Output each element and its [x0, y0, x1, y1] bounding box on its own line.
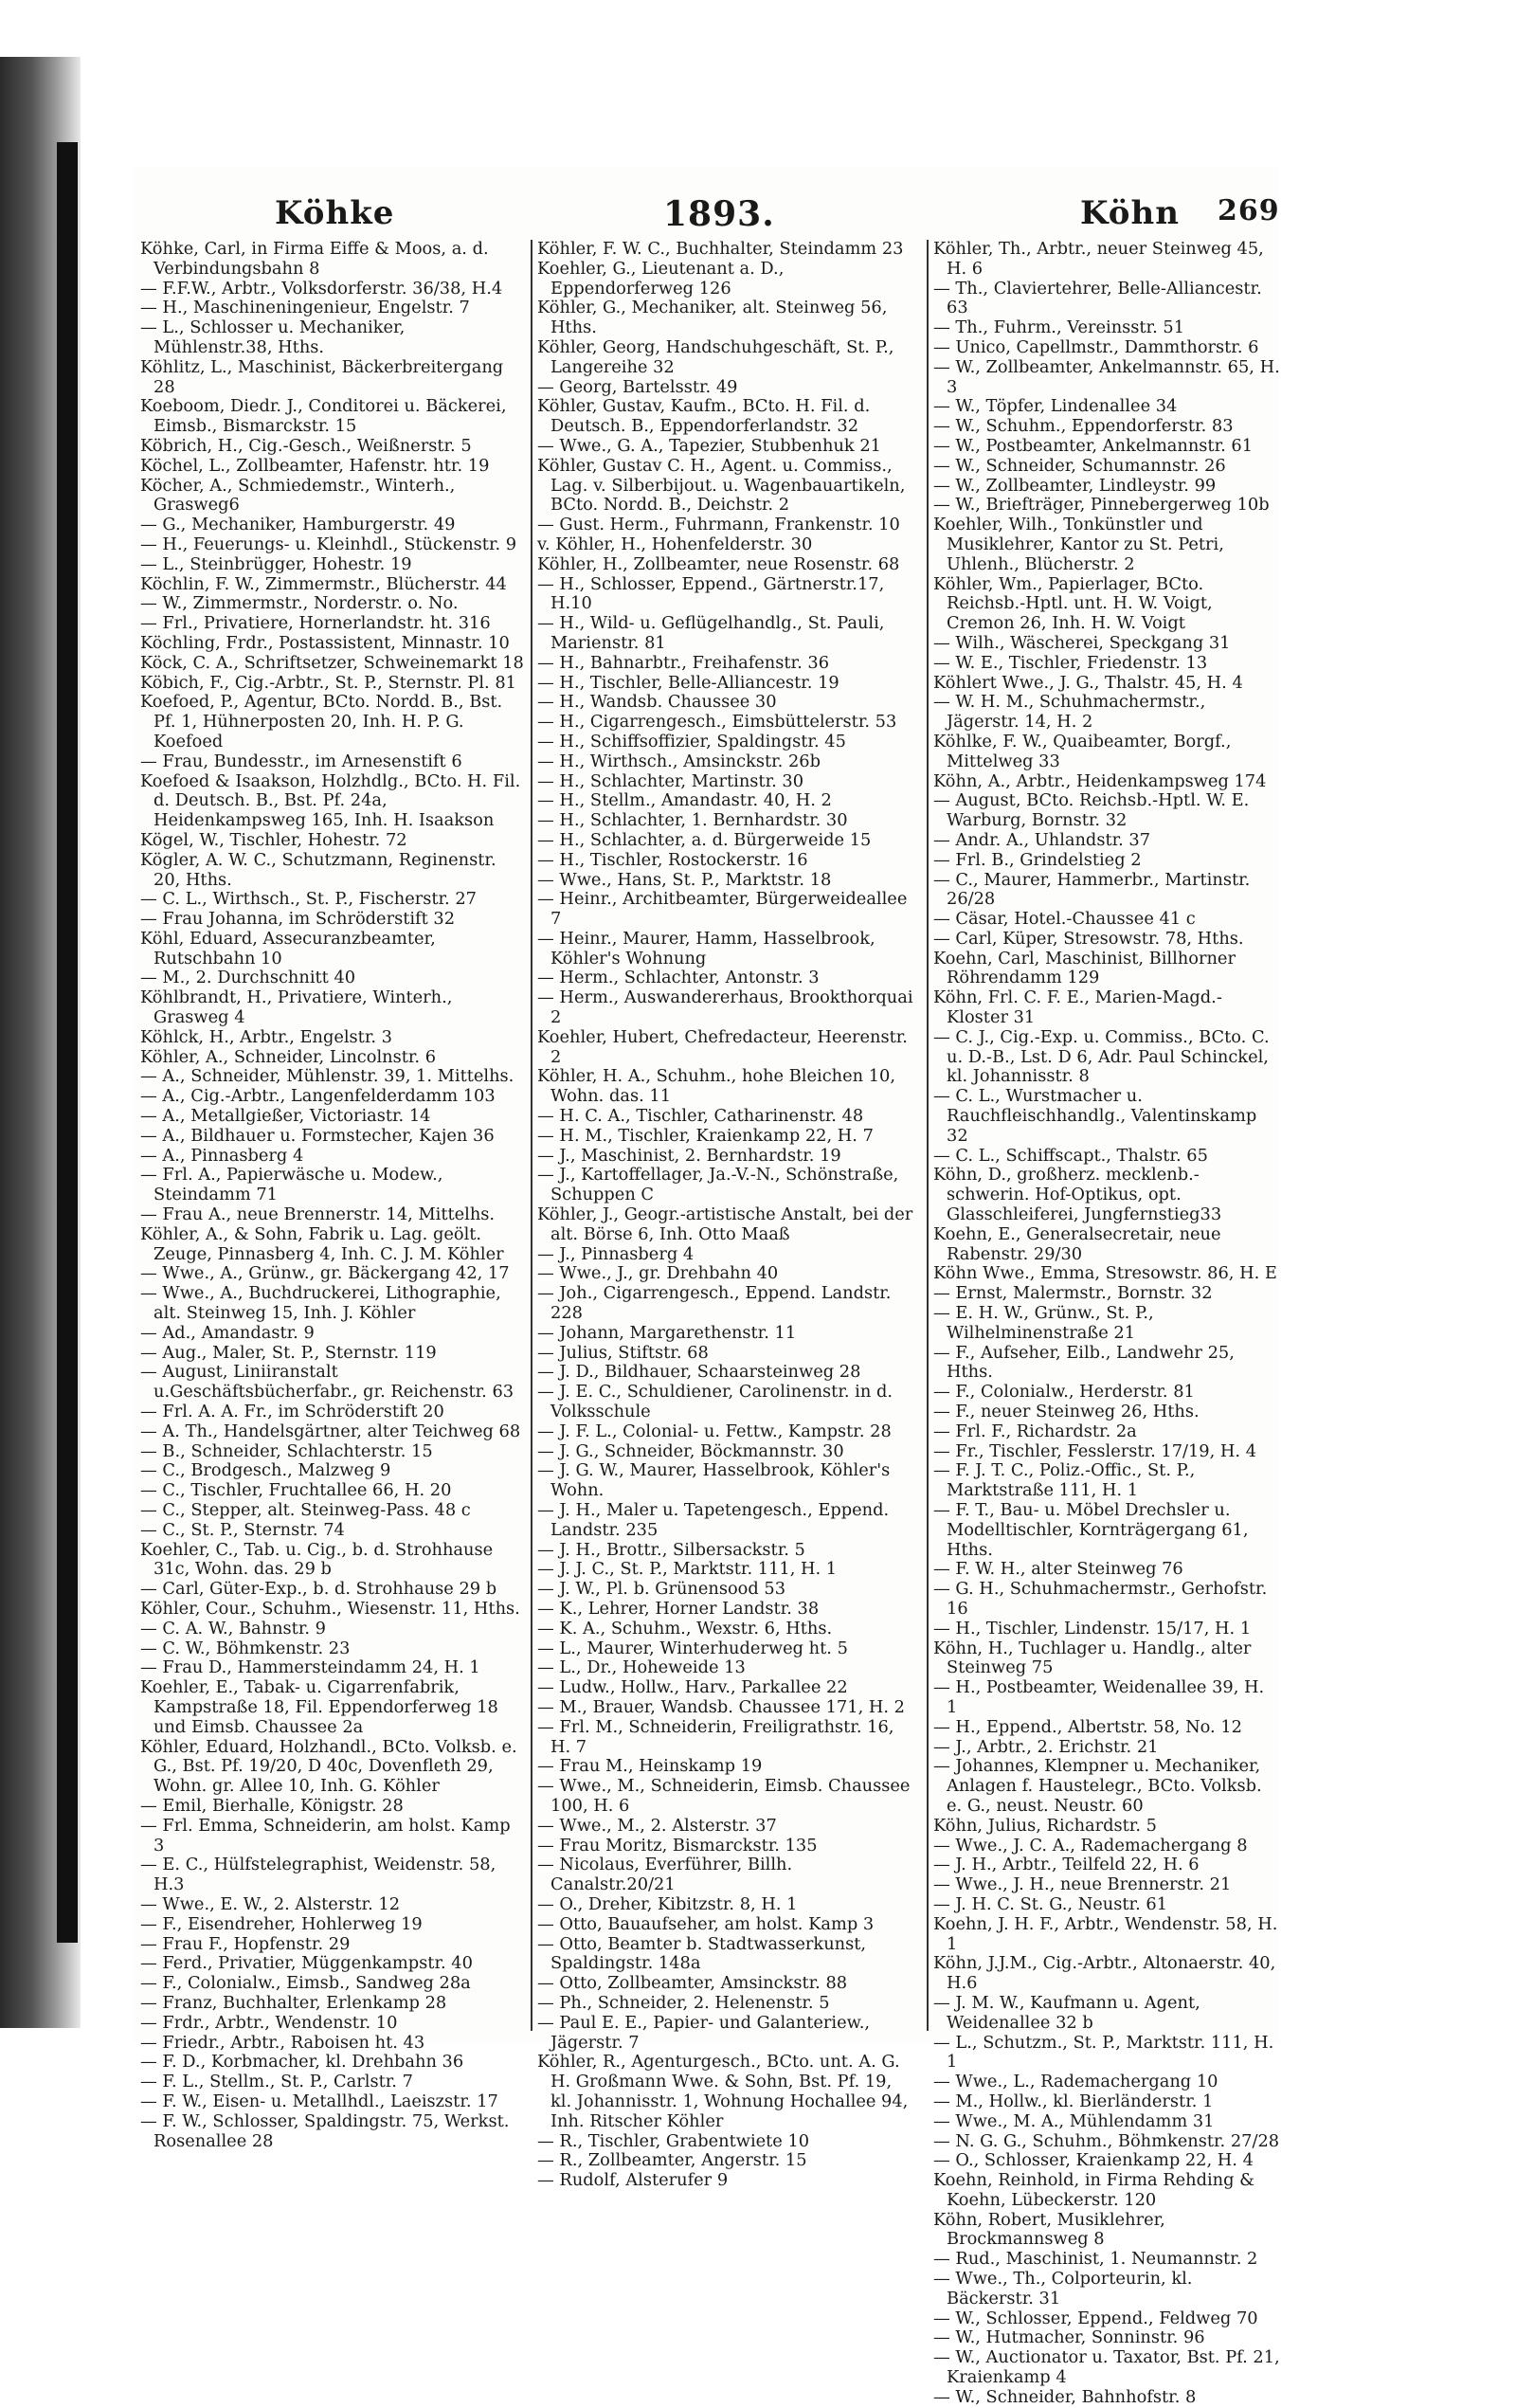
directory-entry: — J. G. W., Maurer, Hasselbrook, Köhler's Wohn.	[537, 1460, 891, 1501]
directory-entry: — J. H., Maler u. Tapetengesch., Eppend. Landstr. 235	[537, 1500, 890, 1540]
directory-entry: — Heinr., Maurer, Hamm, Hasselbrook, Köhler's Wohnung	[537, 928, 875, 969]
directory-entry: — Frau F., Hopfenstr. 29	[140, 1933, 351, 1954]
directory-entry: — C., Stepper, alt. Steinweg-Pass. 48 c	[140, 1500, 471, 1520]
directory-entry: — F.F.W., Arbtr., Volksdorferstr. 36/38, H.4	[140, 278, 503, 299]
directory-entry: — F., Aufseher, Eilb., Landwehr 25, Hths.	[933, 1342, 1235, 1383]
directory-entry: — F. D., Korbmacher, kl. Drehbahn 36	[140, 2052, 464, 2073]
directory-entry: Köhler, H., Zollbeamter, neue Rosenstr. 68	[537, 553, 900, 574]
directory-entry: — Franz, Buchhalter, Erlenkamp 28	[140, 1992, 447, 2013]
directory-entry: — Wilh., Wäscherei, Speckgang 31	[933, 632, 1231, 653]
directory-entry: — Herm., Auswandererhaus, Brookthorquai 2	[537, 987, 913, 1028]
directory-entry: — W., Töpfer, Lindenallee 34	[933, 396, 1178, 417]
directory-entry: — J. F. L., Colonial- u. Fettw., Kampstr. 28	[537, 1421, 892, 1441]
directory-entry: Köhler, R., Agenturgesch., BCto. unt. A. G. H. Großmann Wwe. & Sohn, Bst. Pf. 19, kl. Johannisstr. 1, Wohnung Hochallee 94, Inh. Ritscher Köhler	[537, 2052, 909, 2131]
directory-entry: — W., Briefträger, Pinnebergerweg 10b	[933, 495, 1270, 516]
directory-entry: — O., Dreher, Kibitzstr. 8, H. 1	[537, 1893, 798, 1914]
directory-entry: — Gust. Herm., Fuhrmann, Frankenstr. 10	[537, 515, 900, 535]
directory-entry: — Frau M., Heinskamp 19	[537, 1756, 763, 1777]
directory-entry: — Wwe., G. A., Tapezier, Stubbenhuk 21	[537, 435, 881, 456]
directory-entry: — H., Stellm., Amandastr. 40, H. 2	[537, 790, 832, 811]
directory-entry: Köhler, F. W. C., Buchhalter, Steindamm 23	[537, 239, 904, 259]
directory-entry: — F. L., Stellm., St. P., Carlstr. 7	[140, 2072, 413, 2092]
directory-entry: — H., Schlachter, Martinstr. 30	[537, 770, 804, 791]
directory-entry: — W., Schuhm., Eppendorferstr. 83	[933, 416, 1234, 437]
directory-entry: — A., Metallgießer, Victoriastr. 14	[140, 1106, 431, 1127]
directory-entry: — L., Steinbrügger, Hohestr. 19	[140, 553, 412, 574]
directory-entry: Kögel, W., Tischler, Hohestr. 72	[140, 829, 407, 850]
directory-entry: Köhler, A., & Sohn, Fabrik u. Lag. geölt. Zeuge, Pinnasberg 4, Inh. C. J. M. Köhler	[140, 1223, 504, 1264]
directory-entry: — N. G. G., Schuhm., Böhmkenstr. 27/28	[933, 2130, 1280, 2151]
directory-entry: — Wwe., L., Rademachergang 10	[933, 2072, 1218, 2092]
directory-entry: — A., Schneider, Mühlenstr. 39, 1. Mittelhs.	[140, 1066, 514, 1087]
directory-entry: — Wwe., J. H., neue Brennerstr. 21	[933, 1874, 1232, 1895]
directory-entry: — Andr. A., Uhlandstr. 37	[933, 829, 1151, 850]
directory-entry: — C. W., Böhmkenstr. 23	[140, 1638, 351, 1658]
column-2	[531, 239, 916, 2191]
directory-entry: — Th., Claviertehrer, Belle-Alliancestr. 63	[933, 278, 1262, 318]
directory-entry: — C. L., Schiffscapt., Thalstr. 65	[933, 1145, 1208, 1166]
directory-entry: — C. A. W., Bahnstr. 9	[140, 1618, 326, 1639]
directory-entry: — H., Tischler, Rostockerstr. 16	[537, 849, 808, 870]
directory-entry: — Wwe., M. A., Mühlendamm 31	[933, 2110, 1215, 2131]
directory-entry: — Otto, Zollbeamter, Amsinckstr. 88	[537, 1973, 848, 1994]
directory-entry: — W., Postbeamter, Ankelmannstr. 61	[933, 435, 1254, 456]
directory-entry: Koehler, E., Tabak- u. Cigarrenfabrik, Kampstraße 18, Fil. Eppendorferweg 18 und Eimsb. Chaussee 2a	[140, 1677, 498, 1737]
directory-entry: — Carl, Küper, Stresowstr. 78, Hths.	[933, 928, 1244, 949]
directory-entry: — H. C. A., Tischler, Catharinenstr. 48	[537, 1106, 864, 1127]
directory-entry: — J. W., Pl. b. Grünensood 53	[537, 1579, 786, 1600]
directory-entry: — Frl. B., Grindelstieg 2	[933, 849, 1142, 870]
directory-entry: — Th., Fuhrm., Vereinsstr. 51	[933, 317, 1185, 338]
directory-entry: — A. Th., Handelsgärtner, alter Teichweg 68	[140, 1421, 521, 1441]
directory-entry: — C. L., Wirthsch., St. P., Fischerstr. 27	[140, 889, 477, 910]
directory-entry: — C., Maurer, Hammerbr., Martinstr. 26/28	[933, 869, 1251, 910]
directory-entry: — W. E., Tischler, Friedenstr. 13	[933, 652, 1208, 673]
directory-entry: — A., Bildhauer u. Formstecher, Kajen 36	[140, 1125, 495, 1146]
directory-entry: — C. J., Cig.-Exp. u. Commiss., BCto. C. u. D.-B., Lst. D 6, Adr. Paul Schinckel, kl. Johannisstr. 8	[933, 1026, 1270, 1087]
directory-entry: Köhler, G., Mechaniker, alt. Steinweg 56, Hths.	[537, 298, 888, 338]
directory-entry: — W., Schlosser, Eppend., Feldweg 70	[933, 2308, 1258, 2328]
directory-entry: Koehler, G., Lieutenant a. D., Eppendorferweg 126	[537, 258, 785, 299]
directory-entry: — J. G., Schneider, Böckmannstr. 30	[537, 1440, 844, 1461]
directory-entry: — Frl. F., Richardstr. 2a	[933, 1421, 1137, 1441]
directory-entry: — Frdr., Arbtr., Wendenstr. 10	[140, 2012, 398, 2033]
directory-entry: — J., Arbtr., 2. Erichstr. 21	[933, 1736, 1159, 1757]
directory-entry: — H., Maschineningenieur, Engelstr. 7	[140, 298, 470, 318]
directory-entry: — Johannes, Klempner u. Mechaniker, Anlagen f. Haustelegr., BCto. Volksb. e. G., neust. Neustr. 60	[933, 1756, 1262, 1816]
directory-entry: — W., Auctionator u. Taxator, Bst. Pf. 21, Kraienkamp 4	[933, 2347, 1280, 2388]
directory-entry: — Wwe., J. C. A., Rademachergang 8	[933, 1835, 1248, 1856]
directory-entry: — H., Schlachter, a. d. Bürgerweide 15	[537, 829, 872, 850]
directory-entry: Köhlbrandt, H., Privatiere, Winterh., Grasweg 4	[140, 987, 453, 1028]
directory-entry: — H., Postbeamter, Weidenallee 39, H. 1	[933, 1677, 1265, 1717]
directory-entry: — J. H. C. St. G., Neustr. 61	[933, 1893, 1168, 1914]
directory-entry: — J., Maschinist, 2. Bernhardstr. 19	[537, 1145, 841, 1166]
column-1	[140, 239, 524, 2151]
directory-entry: — F. T., Bau- u. Möbel Drechsler u. Modelltischler, Kornträgergang 61, Hths.	[933, 1500, 1249, 1560]
directory-entry: — Wwe., E. W., 2. Alsterstr. 12	[140, 1893, 401, 1914]
directory-entry: Köhn, Julius, Richardstr. 5	[933, 1815, 1157, 1836]
directory-entry: — Herm., Schlachter, Antonstr. 3	[537, 968, 820, 988]
directory-entry: — W., Zollbeamter, Lindleystr. 99	[933, 475, 1217, 496]
directory-entry: Köhn Wwe., Emma, Stresowstr. 86, H. E	[933, 1263, 1277, 1284]
directory-entry: — M., Brauer, Wandsb. Chaussee 171, H. 2	[537, 1696, 905, 1717]
directory-entry: — Unico, Capellmstr., Dammthorstr. 6	[933, 336, 1259, 357]
page-number: 269	[1218, 194, 1280, 227]
directory-entry: — E. C., Hülfstelegraphist, Weidenstr. 58, H.3	[140, 1855, 496, 1895]
directory-entry: — Friedr., Arbtr., Raboisen ht. 43	[140, 2032, 425, 2053]
directory-entry: Köhler, Eduard, Holzhandl., BCto. Volksb. e. G., Bst. Pf. 19/20, D 40c, Dovenfleth 29, Wohn. gr. Allee 10, Inh. G. Köhler	[140, 1736, 517, 1797]
directory-entry: Köchel, L., Zollbeamter, Hafenstr. htr. 19	[140, 455, 490, 476]
directory-entry: Koehn, Reinhold, in Firma Rehding & Koehn, Lübeckerstr. 120	[933, 2170, 1254, 2210]
directory-entry: — Ludw., Hollw., Harv., Parkallee 22	[537, 1677, 848, 1698]
directory-entry: — F., Colonialw., Eimsb., Sandweg 28a	[140, 1973, 471, 1994]
directory-entry: — F. W., Eisen- u. Metallhdl., Laeiszstr. 17	[140, 2091, 498, 2111]
directory-entry: — L., Schlosser u. Mechaniker, Mühlenstr.38, Hths.	[140, 317, 406, 357]
directory-entry: — J. D., Bildhauer, Schaarsteinweg 28	[537, 1362, 861, 1383]
directory-entry: — C. L., Wurstmacher u. Rauchfleischhandlg., Valentinskamp 32	[933, 1086, 1257, 1146]
directory-entry: — F., Colonialw., Herderstr. 81	[933, 1382, 1195, 1403]
directory-entry: — August, BCto. Reichsb.-Hptl. W. E. Warburg, Bornstr. 32	[933, 790, 1250, 831]
directory-entry: — Frau Johanna, im Schröderstift 32	[140, 909, 456, 930]
directory-entry: Köhler, Th., Arbtr., neuer Steinweg 45, H. 6	[933, 239, 1264, 279]
directory-entry: — C., Tischler, Fruchtallee 66, H. 20	[140, 1480, 452, 1501]
directory-entry: — J. H., Arbtr., Teilfeld 22, H. 6	[933, 1855, 1200, 1875]
directory-entry: — Ad., Amandastr. 9	[140, 1322, 315, 1343]
directory-entry: — J. M. W., Kaufmann u. Agent, Weidenallee 32 b	[933, 1992, 1200, 2033]
directory-entry: — M., Hollw., kl. Bierländerstr. 1	[933, 2091, 1214, 2111]
directory-entry: — G. H., Schuhmachermstr., Gerhofstr. 16	[933, 1579, 1268, 1619]
directory-entry: — J., Pinnasberg 4	[537, 1243, 695, 1264]
directory-entry: — C., Brodgesch., Malzweg 9	[140, 1460, 391, 1481]
directory-entry: — Wwe., Th., Colporteurin, kl. Bäckerstr. 31	[933, 2269, 1193, 2308]
directory-entry: — Paul E. E., Papier- und Galanteriew., Jägerstr. 7	[537, 2012, 871, 2053]
directory-entry: v. Köhler, H., Hohenfelderstr. 30	[537, 534, 813, 554]
directory-entry: — Frl. A. A. Fr., im Schröderstift 20	[140, 1402, 444, 1422]
directory-entry: — Aug., Maler, St. P., Sternstr. 119	[140, 1342, 437, 1363]
directory-entry: — W., Schneider, Bahnhofstr. 8	[933, 2386, 1197, 2407]
directory-entry: — Ernst, Malermstr., Bornstr. 32	[933, 1283, 1213, 1304]
directory-entry: Köhler, J., Geogr.-artistische Anstalt, bei der alt. Börse 6, Inh. Otto Maaß	[537, 1204, 913, 1244]
directory-entry: — Frl. M., Schneiderin, Freiligrathstr. 16, H. 7	[537, 1716, 894, 1757]
directory-entry: Köhlck, H., Arbtr., Engelstr. 3	[140, 1026, 392, 1047]
directory-entry: — L., Schutzm., St. P., Marktstr. 111, H. 1	[933, 2032, 1274, 2073]
directory-entry: — Frau D., Hammersteindamm 24, H. 1	[140, 1657, 480, 1678]
directory-entry: — H., Wandsb. Chaussee 30	[537, 692, 777, 713]
scan-binding-shadow	[57, 142, 78, 1943]
directory-entry: — L., Maurer, Winterhuderweg ht. 5	[537, 1638, 848, 1658]
directory-entry: — Wwe., Hans, St. P., Marktstr. 18	[537, 869, 832, 890]
directory-entry: — L., Dr., Hoheweide 13	[537, 1657, 746, 1678]
directory-entry: — Wwe., M., Schneiderin, Eimsb. Chaussee 100, H. 6	[537, 1776, 911, 1816]
directory-entry: Köhlke, F. W., Quaibeamter, Borgf., Mittelweg 33	[933, 731, 1232, 771]
directory-entry: — Cäsar, Hotel.-Chaussee 41 c	[933, 909, 1196, 930]
directory-entry: — Frau, Bundesstr., im Arnesenstift 6	[140, 751, 462, 771]
directory-entry: — Fr., Tischler, Fesslerstr. 17/19, H. 4	[933, 1440, 1257, 1461]
directory-entry: — Wwe., A., Buchdruckerei, Lithographie, alt. Steinweg 15, Inh. J. Köhler	[140, 1283, 501, 1324]
directory-entry: Köhn, Frl. C. F. E., Marien-Magd.-Kloster 31	[933, 987, 1222, 1028]
directory-entry: — Nicolaus, Everführer, Billh. Canalstr.20/21	[537, 1855, 793, 1895]
directory-entry: — H., Wirthsch., Amsinckstr. 26b	[537, 751, 821, 771]
directory-entry: Köck, C. A., Schriftsetzer, Schweinemarkt 18	[140, 652, 524, 673]
directory-entry: — August, Liniiranstalt u.Geschäftsbücherfabr., gr. Reichenstr. 63	[140, 1362, 514, 1403]
directory-entry: — Emil, Bierhalle, Königstr. 28	[140, 1795, 404, 1816]
directory-entry: Köhke, Carl, in Firma Eiffe & Moos, a. d. Verbindungsbahn 8	[140, 239, 489, 279]
directory-entry: — Ferd., Privatier, Müggenkampstr. 40	[140, 1953, 473, 1974]
directory-entry: — F. J. T. C., Poliz.-Offic., St. P., Marktstraße 111, H. 1	[933, 1460, 1196, 1501]
directory-entry: Köhn, D., großherz. mecklenb.-schwerin. Hof-Optikus, opt. Glasschleiferei, Jungfernstieg33	[933, 1165, 1222, 1225]
directory-entry: — Heinr., Architbeamter, Bürgerweideallee 7	[537, 889, 908, 930]
directory-entry: — J. H., Brottr., Silbersackstr. 5	[537, 1539, 805, 1560]
directory-entry: — Frl., Privatiere, Hornerlandstr. ht. 316	[140, 613, 491, 634]
directory-entry: Köhler, Gustav, Kaufm., BCto. H. Fil. d. Deutsch. B., Eppendorferlandstr. 32	[537, 396, 871, 437]
directory-entry: Koehler, Hubert, Chefredacteur, Heerenstr. 2	[537, 1026, 908, 1067]
directory-entry: — Wwe., J., gr. Drehbahn 40	[537, 1263, 779, 1284]
directory-entry: — W., Zimmermstr., Norderstr. o. No.	[140, 593, 459, 614]
directory-entry: — H., Wild- u. Geflügelhandlg., St. Pauli, Marienstr. 81	[537, 613, 885, 653]
directory-entry: Koeboom, Diedr. J., Conditorei u. Bäckerei, Eimsb., Bismarckstr. 15	[140, 396, 507, 437]
directory-entry: — M., 2. Durchschnitt 40	[140, 968, 356, 988]
directory-entry: — W., Schneider, Schumannstr. 26	[933, 455, 1226, 476]
directory-entry: — Frl. A., Papierwäsche u. Modew., Steindamm 71	[140, 1165, 443, 1205]
directory-entry: — J. J. C., St. P., Marktstr. 111, H. 1	[537, 1559, 838, 1580]
directory-entry: — B., Schneider, Schlachterstr. 15	[140, 1440, 433, 1461]
directory-entry: — Otto, Beamter b. Stadtwasserkunst, Spaldingstr. 148a	[537, 1933, 867, 1974]
directory-entry: — Frau A., neue Brennerstr. 14, Mittelhs.	[140, 1204, 496, 1225]
directory-entry: Koefoed, P., Agentur, BCto. Nordd. B., Bst. Pf. 1, Hühnerposten 20, Inh. H. P. G. Koefoed	[140, 692, 503, 751]
directory-entry: Köchlin, F. W., Zimmermstr., Blücherstr. 44	[140, 573, 507, 594]
directory-entry: — H. M., Tischler, Kraienkamp 22, H. 7	[537, 1125, 874, 1146]
directory-entry: — H., Schlosser, Eppend., Gärtnerstr.17, H.10	[537, 573, 885, 614]
directory-entry: Koehn, E., Generalsecretair, neue Rabenstr. 29/30	[933, 1223, 1221, 1264]
directory-entry: Köhn, H., Tuchlager u. Handlg., alter Steinweg 75	[933, 1638, 1252, 1678]
directory-entry: — Carl, Güter-Exp., b. d. Strohhause 29 b	[140, 1579, 497, 1600]
directory-entry: — O., Schlosser, Kraienkamp 22, H. 4	[933, 2150, 1254, 2171]
directory-entry: Koefoed & Isaakson, Holzhdlg., BCto. H. Fil. d. Deutsch. B., Bst. Pf. 24a, Heidenkampsweg 165, Inh. H. Isaakson	[140, 770, 521, 831]
header-right-keyword: Köhn	[1080, 194, 1180, 232]
directory-entry: Köhlert Wwe., J. G., Thalstr. 45, H. 4	[933, 672, 1243, 693]
directory-entry: — Julius, Stiftstr. 68	[537, 1342, 709, 1363]
directory-entry: Kögler, A. W. C., Schutzmann, Reginenstr. 20, Hths.	[140, 849, 496, 890]
directory-entry: — Frau Moritz, Bismarckstr. 135	[537, 1835, 818, 1856]
directory-entry: — H., Eppend., Albertstr. 58, No. 12	[933, 1716, 1242, 1737]
column-3	[927, 239, 1280, 2407]
directory-entry: — C., St. P., Sternstr. 74	[140, 1519, 345, 1540]
directory-entry: — R., Tischler, Grabentwiete 10	[537, 2130, 810, 2151]
directory-entry: — J., Kartoffellager, Ja.-V.-N., Schönstraße, Schuppen C	[537, 1165, 899, 1205]
directory-entry: — F. W. H., alter Steinweg 76	[933, 1559, 1183, 1580]
page-header	[133, 194, 1279, 236]
directory-entry: Köcher, A., Schmiedemstr., Winterh., Grasweg6	[140, 475, 456, 516]
directory-entry: Köhn, A., Arbtr., Heidenkampsweg 174	[933, 770, 1267, 791]
directory-entry: Köchling, Frdr., Postassistent, Minnastr. 10	[140, 632, 510, 653]
directory-entry: — F., Eisendreher, Hohlerweg 19	[140, 1913, 423, 1934]
directory-entry: — E. H. W., Grünw., St. P., Wilhelminenstraße 21	[933, 1303, 1154, 1343]
directory-entry: — Johann, Margarethenstr. 11	[537, 1322, 797, 1343]
directory-entry: Köhler, Georg, Handschuhgeschäft, St. P., Langereihe 32	[537, 336, 894, 377]
directory-entry: — Joh., Cigarrengesch., Eppend. Landstr. 228	[537, 1283, 892, 1324]
directory-entry: Koehn, Carl, Maschinist, Billhorner Röhrendamm 129	[933, 948, 1236, 988]
directory-entry: Köhn, Robert, Musiklehrer, Brockmannsweg 8	[933, 2209, 1165, 2250]
directory-entry: Köhler, A., Schneider, Lincolnstr. 6	[140, 1046, 437, 1067]
header-year: 1893.	[663, 194, 775, 234]
directory-page	[133, 166, 1280, 2407]
directory-entry: Köhler, Wm., Papierlager, BCto. Reichsb.-Hptl. unt. H. W. Voigt, Cremon 26, Inh. H. W. Voigt	[933, 573, 1213, 634]
directory-entry: — Frl. Emma, Schneiderin, am holst. Kamp 3	[140, 1815, 511, 1856]
directory-entry: — Ph., Schneider, 2. Helenenstr. 5	[537, 1992, 830, 2013]
directory-entry: — H., Bahnarbtr., Freihafenstr. 36	[537, 652, 830, 673]
directory-entry: Köbrich, H., Cig.-Gesch., Weißnerstr. 5	[140, 435, 472, 456]
directory-entry: Köhler, H. A., Schuhm., hohe Bleichen 10, Wohn. das. 11	[537, 1066, 896, 1107]
directory-entry: — K., Lehrer, Horner Landstr. 38	[537, 1598, 820, 1619]
directory-entry: — Georg, Bartelsstr. 49	[537, 376, 738, 397]
directory-entry: — H., Schlachter, 1. Bernhardstr. 30	[537, 810, 848, 831]
directory-entry: — A., Cig.-Arbtr., Langenfelderdamm 103	[140, 1086, 496, 1107]
directory-entry: — H., Feuerungs- u. Kleinhdl., Stückenstr. 9	[140, 534, 517, 554]
directory-entry: — K. A., Schuhm., Wexstr. 6, Hths.	[537, 1618, 833, 1639]
directory-entry: — H., Schiffsoffizier, Spaldingstr. 45	[537, 731, 846, 751]
directory-entry: — W. H. M., Schuhmachermstr., Jägerstr. 14, H. 2	[933, 692, 1206, 733]
header-left-keyword: Köhke	[275, 194, 395, 232]
directory-entry: — G., Mechaniker, Hamburgerstr. 49	[140, 515, 456, 535]
directory-entry: — W., Hutmacher, Sonninstr. 96	[933, 2327, 1205, 2348]
directory-entry: — Rudolf, Alsterufer 9	[537, 2170, 729, 2191]
directory-entry: — Otto, Bauaufseher, am holst. Kamp 3	[537, 1913, 875, 1934]
directory-entry: Köhn, J.J.M., Cig.-Arbtr., Altonaerstr. 40, H.6	[933, 1953, 1276, 1994]
directory-entry: Koehn, J. H. F., Arbtr., Wendenstr. 58, H. 1	[933, 1913, 1278, 1954]
directory-entry: Koehler, Wilh., Tonkünstler und Musiklehrer, Kantor zu St. Petri, Uhlenh., Blücherstr. 2	[933, 515, 1224, 574]
directory-entry: Koehler, C., Tab. u. Cig., b. d. Strohhause 31c, Wohn. das. 29 b	[140, 1539, 494, 1580]
directory-entry: — Rud., Maschinist, 1. Neumannstr. 2	[933, 2249, 1258, 2270]
directory-entry: — H., Tischler, Belle-Alliancestr. 19	[537, 672, 839, 693]
directory-entry: — F. W., Schlosser, Spaldingstr. 75, Werkst. Rosenallee 28	[140, 2110, 510, 2151]
directory-entry: — H., Cigarrengesch., Eimsbüttelerstr. 53	[537, 712, 897, 733]
directory-entry: — F., neuer Steinweg 26, Hths.	[933, 1402, 1200, 1422]
directory-entry: Köhler, Gustav C. H., Agent. u. Commiss., Lag. v. Silberbijout. u. Wagenbauartikeln, BCto. Nordd. B., Deichstr. 2	[537, 455, 906, 516]
directory-entry: Köhl, Eduard, Assecuranzbeamter, Rutschbahn 10	[140, 928, 436, 969]
directory-entry: Köbich, F., Cig.-Arbtr., St. P., Sternstr. Pl. 81	[140, 672, 516, 693]
directory-entry: — J. E. C., Schuldiener, Carolinenstr. in d. Volksschule	[537, 1382, 893, 1422]
directory-entry: — A., Pinnasberg 4	[140, 1145, 304, 1166]
directory-entry: — R., Zollbeamter, Angerstr. 15	[537, 2150, 807, 2171]
directory-entry: — Wwe., M., 2. Alsterstr. 37	[537, 1815, 777, 1836]
directory-entry: Köhler, Cour., Schuhm., Wiesenstr. 11, Hths.	[140, 1598, 520, 1619]
directory-entry: — H., Tischler, Lindenstr. 15/17, H. 1	[933, 1618, 1252, 1639]
directory-entry: — W., Zollbeamter, Ankelmannstr. 65, H. 3	[933, 356, 1280, 397]
directory-entry: Köhlitz, L., Maschinist, Bäckerbreitergang 28	[140, 356, 504, 397]
directory-entry: — Wwe., A., Grünw., gr. Bäckergang 42, 17	[140, 1263, 510, 1284]
